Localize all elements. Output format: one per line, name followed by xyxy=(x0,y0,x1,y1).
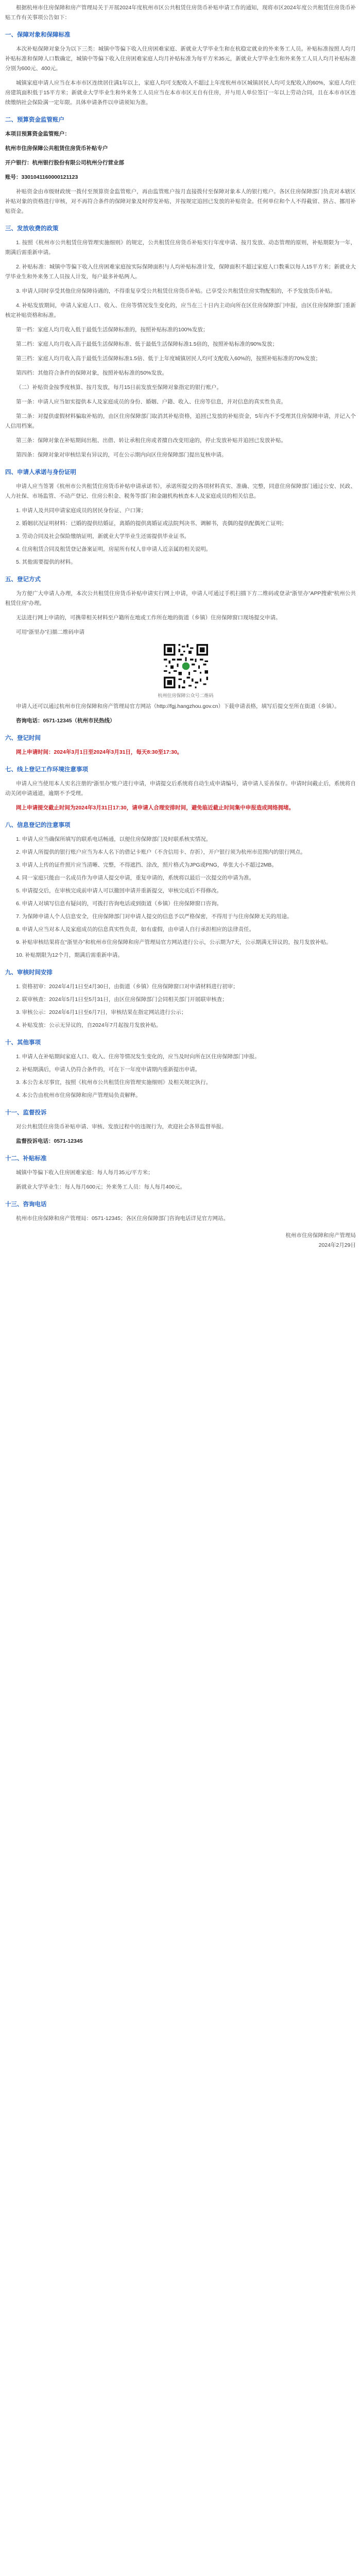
signature-block xyxy=(5,1231,356,1250)
section-3-tier-4: 第四档：其他符合条件的保障对象，按照补贴标准的50%发放。 xyxy=(16,370,168,376)
section-3-article-3: 第三条：保障对象在补贴期间出租、出借、转让承租住房或者擅自改变用途的，停止发放补贴并追回已发放补贴。 xyxy=(16,437,286,444)
section-5-title: 五、登记方式 xyxy=(5,577,41,583)
section-5-paragraph-3: 可用“浙里办”扫描二维码申请 xyxy=(16,629,84,635)
section-4-item-1: 1. 申请人及共同申请家庭成员的居民身份证、户口簿； xyxy=(16,507,147,514)
section-8-item-3: 3. 申请人上传的证件照片应当清晰、完整，不得遮挡、涂改，照片格式为JPG或PNG，单张大小不超过2MB。 xyxy=(16,862,277,868)
section-8-item-9: 9. 补贴审核结果将在“浙里办”和杭州市住房保障和房产管理局官方网站进行公示，公示期为7天，公示期满无异议的，按月发放补贴。 xyxy=(16,939,332,945)
section-9-item-4: 4. 补贴发放：公示无异议的，自2024年7月起按月发放补贴。 xyxy=(16,1022,162,1028)
section-11-paragraph-1: 对公共租赁住房货币补贴申请、审核、发放过程中的违规行为，欢迎社会各界监督举报。 xyxy=(16,1124,227,1130)
section-7-title: 七、线上登记工作环境注意事项 xyxy=(5,767,88,773)
section-8-item-10: 10. 补贴期限为12个月，期满后需重新申请。 xyxy=(16,952,123,958)
section-8-item-5: 5. 申请提交后，在审核完成前申请人可以撤回申请并重新提交，审核完成后不得修改。 xyxy=(16,888,222,894)
section-3-article-2: 第二条：对提供虚假材料骗取补贴的，由区住房保障部门取消其补贴资格，追回已发放的补贴资金，5年内不予受理其住房保障申请，并记入个人信用档案。 xyxy=(5,413,356,429)
section-3-paragraph-1: 1. 按照《杭州市公共租赁住房管理实施细则》的规定，公共租赁住房货币补贴实行年度申请、按月发放、动态管理的原则，补贴期限为一年，期满后需重新申请。 xyxy=(5,240,356,256)
signature-organization: 杭州市住房保障和房产管理局 xyxy=(285,1232,356,1239)
section-6-time: 网上申请时间：2024年3月1日至2024年3月31日，每天8:30至17:30。 xyxy=(16,749,183,755)
section-3-paragraph-3: 3. 申请人同时享受其他住房保障待遇的，不得重复享受公共租赁住房货币补贴。已享受公共租赁住房实物配租的，不予发放货币补贴。 xyxy=(16,288,336,294)
section-1-paragraph-1: 本次补贴保障对象分为以下三类：城镇中等偏下收入住房困难家庭、新就业大学毕业生和在杭稳定就业的外来务工人员。补贴标准按照人均月补贴标准和保障人口数确定，城镇中等偏下收入住房困难家庭人均月补贴标准为每平方米35元，新就业大学毕业生和外来务工人员人均月补贴标准分别为600元、400元。 xyxy=(5,46,356,72)
section-1-title: 一、保障对象和保障标准 xyxy=(5,32,71,38)
section-8-item-7: 7. 为保障申请人个人信息安全，住房保障部门对申请人提交的信息予以严格保密，不得用于与住房保障无关的用途。 xyxy=(16,913,293,920)
section-4-paragraph-1: 申请人应当签署《杭州市公共租赁住房货币补贴申请承诺书》，承诺所提交的各项材料真实、准确、完整，同意住房保障部门通过公安、民政、人力社保、市场监管、不动产登记、住房公积金、税务等部门和金融机构核查本人及家庭成员的相关信息。 xyxy=(5,483,356,499)
section-8-title: 八、信息登记的注意事项 xyxy=(5,822,71,828)
section-3-paragraph-9: （二）补贴资金按季度核算、按月发放，每月15日前发放至保障对象指定的银行账户。 xyxy=(16,384,222,391)
section-12-paragraph-2: 新就业大学毕业生：每人每月600元；外来务工人员：每人每月400元。 xyxy=(16,1184,186,1190)
account-name: 杭州市住房保障公共租赁住房货币补贴专户 xyxy=(5,145,108,151)
section-4-item-2: 2. 婚姻状况证明材料：已婚的提供结婚证，离婚的提供离婚证或法院判决书、调解书，丧偶的提供配偶死亡证明； xyxy=(16,520,287,527)
section-3-paragraph-2: 2. 补贴标准：城镇中等偏下收入住房困难家庭按实际保障面积与人均补贴标准计发，保障面积不超过家庭人口数乘以每人15平方米；新就业大学毕业生和外来务工人员按人计发，每户最多补贴两人。 xyxy=(5,264,356,280)
account-bank: 开户银行：杭州银行股份有限公司杭州分行营业部 xyxy=(5,160,124,166)
section-9-title: 九、审核时间安排 xyxy=(5,970,53,976)
section-8-item-6: 6. 申请人对填写信息有疑问的，可拨打咨询电话或到街道（乡镇）住房保障窗口咨询。 xyxy=(16,901,222,907)
section-3-paragraph-4: 4. 补贴发放期间，申请人家庭人口、收入、住房等情况发生变化的，应当在三十日内主动向所在区住房保障部门申报，由区住房保障部门重新核定补贴资格和标准。 xyxy=(5,302,356,318)
section-4-title: 四、申请人承诺与身份证明 xyxy=(5,469,76,476)
section-2-paragraph: 补贴资金由市级财政统一拨付至预算资金监管账户，再由监管账户按月直接拨付至保障对象本人的银行账户。各区住房保障部门负责对本辖区补贴对象的资格进行审核，对不再符合条件的保障对象及时停发补贴，并按规定追回已发放的补贴资金。任何单位和个人不得截留、挤占、挪用补贴资金。 xyxy=(5,189,356,214)
qr-code-image[interactable] xyxy=(162,642,210,690)
qr-caption: 杭州住房保障公众号二维码 xyxy=(158,693,214,698)
section-9-item-3: 3. 审核公示：2024年6月1日至6月7日，审核结果在指定网站进行公示； xyxy=(16,1009,187,1015)
section-10-item-1: 1. 申请人在补贴期间家庭人口、收入、住房等情况发生变化的，应当及时向所在区住房保障部门申报。 xyxy=(16,1054,260,1060)
section-5-paragraph-4: 申请人还可以通过杭州市住房保障和房产管理局官方网站（http://fgj.hangzhou.gov.cn）下载申请表格，填写后提交至所在街道（乡镇）。 xyxy=(16,703,340,709)
section-11-title: 十一、监督投诉 xyxy=(5,1110,47,1116)
section-4-item-5: 5. 其他需要提供的材料。 xyxy=(16,559,76,565)
section-10-title: 十、其他事项 xyxy=(5,1040,41,1046)
account-label: 本项目预算资金监管账户： xyxy=(5,131,70,137)
section-3-title: 三、发放收费的政策 xyxy=(5,226,59,232)
account-number: 账号：3301041160000121123 xyxy=(5,174,78,180)
section-10-item-4: 4. 本公告由杭州市住房保障和房产管理局负责解释。 xyxy=(16,1092,141,1098)
section-3-tier-2: 第二档：家庭人均月收入高于最低生活保障标准、低于最低生活保障标准1.5倍的，按照补贴标准的90%发放； xyxy=(16,341,278,347)
section-10-item-3: 3. 本公告未尽事宜，按照《杭州市公共租赁住房管理实施细则》及相关规定执行。 xyxy=(16,1079,212,1086)
section-3-article-4: 第四条：保障对象对审核结果有异议的，可在公示期内向区住房保障部门提出复核申请。 xyxy=(16,452,227,458)
section-6-title: 六、登记时间 xyxy=(5,735,41,741)
section-10-item-2: 2. 补贴期满后，申请人仍符合条件的，可在下一年度申请期内重新提出申请。 xyxy=(16,1066,201,1073)
section-3-tier-3: 第三档：家庭人均月收入高于最低生活保障标准1.5倍、低于上年度城镇居民人均可支配收入60%的，按照补贴标准的70%发放； xyxy=(16,355,321,362)
signature-date: 2024年2月29日 xyxy=(318,1242,356,1248)
section-8-item-4: 4. 同一家庭只能由一名成员作为申请人提交申请，重复申请的，系统将以最后一次提交的申请为准。 xyxy=(16,875,255,881)
section-8-item-2: 2. 申请人所提供的银行账户应当为本人名下的借记卡账户（不含信用卡、存折），开户银行须为杭州市范围内的银行网点。 xyxy=(16,849,306,855)
section-12-title: 十二、补贴标准 xyxy=(5,1156,47,1162)
intro-paragraph: 根据杭州市住房保障和房产管理局关于开展2024年度杭州市区公共租赁住房货币补贴申请工作的通知，现将市区2024年度公共租赁住房货币补贴工作有关事项公告如下： xyxy=(5,5,356,21)
notice-page xyxy=(0,0,361,1271)
section-4-item-4: 4. 住房租赁合同及租赁登记备案证明，房屋所有权人非申请人近亲属的相关说明。 xyxy=(16,546,212,552)
section-3-tier-1: 第一档：家庭人均月收入低于最低生活保障标准的，按照补贴标准的100%发放； xyxy=(16,327,209,333)
section-9-item-1: 1. 资格初审：2024年4月1日至4月30日，由街道（乡镇）住房保障窗口对申请材料进行初审； xyxy=(16,984,238,990)
qr-code-block xyxy=(5,642,361,699)
section-3-article-1: 第一条：申请人应当如实提供本人及家庭成员的身份、婚姻、户籍、收入、住房等信息，并对信息的真实性负责。 xyxy=(16,399,286,405)
section-9-item-2: 2. 联审核查：2024年5月1日至5月31日，由区住房保障部门会同相关部门开展联审核查； xyxy=(16,996,228,1003)
section-7-paragraph-2: 网上申请提交截止时间为2024年3月31日17:30，请申请人合理安排时间，避免临近截止时间集中申报造成网络拥堵。 xyxy=(16,805,295,811)
section-7-paragraph-1: 申请人应当使用本人实名注册的“浙里办”账户进行申请，申请提交后系统将自动生成申请编号，请申请人妥善保存。申请时间截止后，系统将自动关闭申请通道，逾期不予受理。 xyxy=(5,781,356,796)
section-5-paragraph-2: 无法进行网上申请的，可携带相关材料至户籍所在地或工作所在地的街道（乡镇）住房保障窗口现场提交申请。 xyxy=(16,615,281,621)
section-4-item-3: 3. 劳动合同及社会保险缴纳证明，新就业大学毕业生还需提供毕业证书。 xyxy=(16,533,190,539)
section-8-item-8: 8. 申请人应当对本人及家庭成员的信息真实性负责，如有虚假，由申请人自行承担相应的法律责任。 xyxy=(16,926,255,933)
section-12-paragraph-1: 城镇中等偏下收入住房困难家庭：每人每月35元/平方米； xyxy=(16,1170,153,1176)
section-1-paragraph-2: 城镇家庭申请人应当在本市市区连续居住满1年以上，家庭人均可支配收入不超过上年度杭州市区城镇居民人均可支配收入的60%，家庭人均住房建筑面积低于15平方米；新就业大学毕业生和外来务工人员应当在本市市区无自有住房，并与用人单位签订一年以上劳动合同，且在本市市区连续缴纳社会保险满一定年限。具体申请条件以申请须知为准。 xyxy=(5,80,356,106)
section-5-phone: 咨询电话：0571-12345（杭州市民热线） xyxy=(16,718,115,724)
section-13-title: 十三、咨询电话 xyxy=(5,1201,47,1208)
section-8-item-1: 1. 申请人应当确保所填写的联系电话畅通，以便住房保障部门及时联系核实情况。 xyxy=(16,836,212,842)
section-2-title: 二、预算资金监管账户 xyxy=(5,117,64,123)
section-11-phone: 监督投诉电话：0571-12345 xyxy=(16,1138,83,1144)
section-5-paragraph-1: 为方便广大申请人办理，本次公共租赁住房货币补贴申请实行网上申请，申请人可通过手机扫描下方二维码或登录“浙里办”APP搜索“杭州公共租赁住房”办理。 xyxy=(5,590,356,606)
section-13-paragraph-1: 杭州市住房保障和房产管理局：0571-12345；各区住房保障部门咨询电话详见官方网站。 xyxy=(16,1215,229,1222)
